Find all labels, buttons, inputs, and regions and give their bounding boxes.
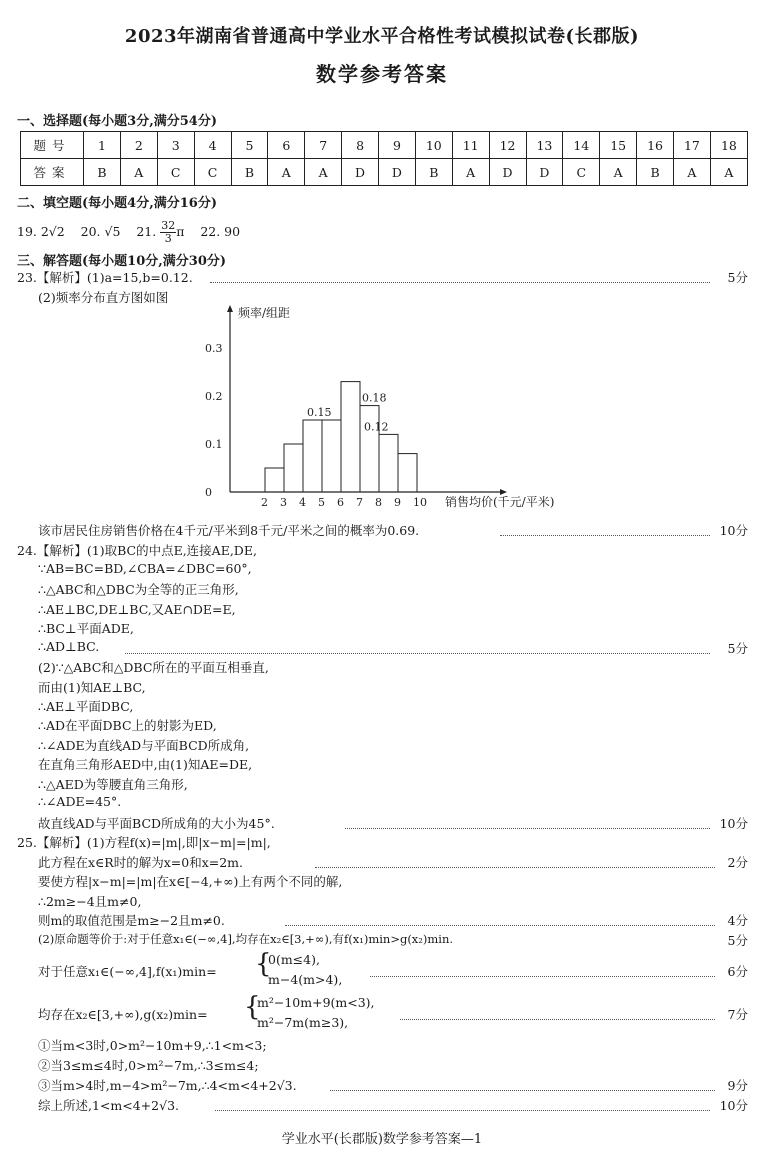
x-tick-label: 6 [337, 496, 344, 509]
q-number: 9 [379, 132, 416, 159]
answer-cell: B [637, 159, 674, 186]
q24-line: ∴△ABC和△DBC为全等的正三角形, [38, 582, 239, 597]
answer-cell: A [120, 159, 157, 186]
answer-cell: B [231, 159, 268, 186]
q24-line: ∵AB=BC=BD,∠CBA=∠DBC=60°, [38, 561, 252, 576]
fill-in-answers [17, 220, 240, 245]
answer-cell: C [157, 159, 194, 186]
dot-leader [215, 1110, 710, 1111]
score-q25-6: 9分 [727, 1078, 748, 1093]
q24-line: ∴△AED为等腰直角三角形, [38, 777, 188, 792]
brace-icon: { [244, 992, 261, 1022]
answer-22: 22. 90 [200, 224, 241, 239]
q24-line: 故直线AD与平面BCD所成角的大小为45°. [38, 816, 275, 831]
q25-piecewise-g-1: m²−10m+9(m<3), [257, 995, 375, 1010]
answer-19: 19. 2√2 [17, 224, 65, 239]
histogram-bar [379, 434, 398, 492]
y-axis-arrow-icon [227, 305, 233, 312]
q25-line-5: 则m的取值范围是m≥−2且m≠0. [38, 913, 225, 928]
dot-leader [210, 282, 710, 283]
answer-cell: D [526, 159, 563, 186]
answer-cell: B [415, 159, 452, 186]
q24-line: (2)∵△ABC和△DBC所在的平面互相垂直, [38, 660, 269, 675]
x-tick-label: 9 [394, 496, 401, 509]
histogram-bar [322, 420, 341, 492]
answer-row [21, 159, 748, 186]
score-q24-1: 5分 [727, 641, 748, 656]
q25-line-12: 综上所述,1<m<4+2√3. [38, 1098, 179, 1113]
score-q23-3: 10分 [719, 523, 748, 538]
q24-line: 在直角三角形AED中,由(1)知AE=DE, [38, 757, 253, 772]
q25-piecewise-g-2: m²−7m(m≥3), [257, 1015, 349, 1030]
q23-line-2: (2)频率分布直方图如图 [38, 290, 169, 305]
histogram-bar [265, 468, 284, 492]
x-tick-label: 10 [413, 496, 427, 509]
score-q25-5: 7分 [727, 1007, 748, 1022]
q25-line-4: ∴2m≥−4且m≠0, [38, 894, 142, 909]
q24-line: ∴BC⊥平面ADE, [38, 621, 134, 636]
q-number: 14 [563, 132, 600, 159]
data-label: 0.12 [364, 420, 389, 434]
q-number: 16 [637, 132, 674, 159]
score-q25-3: 5分 [727, 933, 748, 948]
q24-line: ∴∠ADE=45°. [38, 794, 122, 809]
answer-cell: A [268, 159, 305, 186]
q-number: 6 [268, 132, 305, 159]
q-number: 18 [710, 132, 747, 159]
q24-line: ∴∠ADE为直线AD与平面BCD所成角, [38, 738, 250, 753]
score-q25-7: 10分 [719, 1098, 748, 1113]
y-tick-label: 0.1 [205, 438, 223, 451]
score-q25-4: 6分 [727, 964, 748, 979]
y-tick-label: 0.2 [205, 390, 223, 403]
q25-line-11: ③当m>4时,m−4>m²−7m,∴4<m<4+2√3. [38, 1078, 297, 1093]
q24-line: 24.【解析】(1)取BC的中点E,连接AE,DE, [17, 543, 257, 558]
row-label-question: 题号 [21, 132, 84, 159]
dot-leader [315, 867, 715, 868]
answer-cell: D [379, 159, 416, 186]
score-q25-1: 2分 [727, 855, 748, 870]
answer-21-fraction [160, 220, 176, 245]
answer-21-suffix: π [176, 224, 185, 239]
answer-cell: C [194, 159, 231, 186]
score-q23-1: 5分 [727, 270, 748, 285]
q25-line-8: 均存在x₂∈[3,+∞),g(x₂)min= [38, 1007, 208, 1022]
q25-piecewise-f-1: 0(m≤4), [268, 952, 320, 967]
x-tick-label: 3 [280, 496, 287, 509]
q-number: 1 [84, 132, 121, 159]
section1-heading: 一、选择题(每小题3分,满分54分) [17, 114, 217, 129]
score-q24-2: 10分 [719, 816, 748, 831]
q-number: 3 [157, 132, 194, 159]
q23-line-3: 该市居民住房销售价格在4千元/平米到8千元/平米之间的概率为0.69. [38, 523, 420, 538]
data-label: 0.15 [307, 406, 332, 419]
answer-20: 20. √5 [80, 224, 121, 239]
frequency-histogram [195, 300, 615, 520]
histogram-bar [303, 420, 322, 492]
brace-icon: { [255, 949, 272, 979]
data-label: 0.18 [362, 391, 387, 405]
dot-leader [125, 653, 710, 654]
q25-piecewise-f-2: m−4(m>4), [268, 972, 343, 987]
page-footer: 学业水平(长郡版)数学参考答案—1 [281, 1132, 483, 1147]
q-number: 15 [600, 132, 637, 159]
q-number: 12 [489, 132, 526, 159]
q25-line-1: 25.【解析】(1)方程f(x)=|m|,即|x−m|=|m|, [17, 835, 271, 850]
y-tick-label: 0.3 [205, 342, 223, 355]
page-title: 2023年湖南省普通高中学业水平合格性考试模拟试卷(长郡版) [124, 26, 640, 47]
section3-heading: 三、解答题(每小题10分,满分30分) [17, 254, 227, 269]
section2-heading: 二、填空题(每小题4分,满分16分) [17, 196, 217, 211]
q-number: 2 [120, 132, 157, 159]
x-tick-label: 4 [299, 496, 306, 509]
dot-leader [345, 828, 710, 829]
q-number: 11 [452, 132, 489, 159]
dot-leader [285, 925, 715, 926]
answer-cell: A [452, 159, 489, 186]
q25-line-10: ②当3≤m≤4时,0>m²−7m,∴3≤m≤4; [38, 1058, 259, 1073]
question-number-row [21, 132, 748, 159]
answer-cell: A [600, 159, 637, 186]
q24-line: ∴AD在平面DBC上的射影为ED, [38, 718, 217, 733]
answer-table [20, 131, 748, 186]
answer-cell: B [84, 159, 121, 186]
answer-cell: A [305, 159, 342, 186]
histogram-bar [398, 454, 417, 492]
dot-leader [400, 1019, 715, 1020]
row-label-answer: 答案 [21, 159, 84, 186]
q25-line-6: (2)原命题等价于:对于任意x₁∈(−∞,4],均存在x₂∈[3,+∞),有f(x₁)min>g(x₂)min. [38, 932, 454, 946]
answer-21-prefix: 21. [136, 224, 157, 239]
page-subtitle: 数学参考答案 [316, 62, 448, 86]
y-axis-label: 频率/组距 [238, 306, 291, 320]
dot-leader [500, 535, 710, 536]
q25-line-9: ①当m<3时,0>m²−10m+9,∴1<m<3; [38, 1038, 267, 1053]
q24-line: ∴AE⊥BC,DE⊥BC,又AE∩DE=E, [38, 602, 236, 617]
y-tick-label: 0 [205, 486, 212, 499]
q-number: 4 [194, 132, 231, 159]
x-tick-label: 8 [375, 496, 382, 509]
q25-line-3: 要使方程|x−m|=|m|在x∈[−4,+∞)上有两个不同的解, [38, 874, 343, 889]
x-tick-label: 2 [261, 496, 268, 509]
q-number: 5 [231, 132, 268, 159]
q24-line: ∴AD⊥BC. [38, 639, 100, 654]
dot-leader [370, 976, 715, 977]
histogram-bar [360, 406, 379, 492]
x-tick-label: 5 [318, 496, 325, 509]
q-number: 8 [342, 132, 379, 159]
q24-line: ∴AE⊥平面DBC, [38, 699, 134, 714]
q-number: 17 [674, 132, 711, 159]
answer-cell: A [674, 159, 711, 186]
q23-line-1: 23.【解析】(1)a=15,b=0.12. [17, 270, 193, 285]
dot-leader [330, 1090, 715, 1091]
x-axis-label: 销售均价(千元/平米) [445, 495, 555, 509]
answer-cell: C [563, 159, 600, 186]
answer-cell: D [489, 159, 526, 186]
q-number: 7 [305, 132, 342, 159]
answer-cell: D [342, 159, 379, 186]
fraction-denominator: 3 [164, 232, 172, 245]
q25-line-2: 此方程在x∈R时的解为x=0和x=2m. [38, 855, 243, 870]
q24-line: 而由(1)知AE⊥BC, [38, 680, 146, 695]
q25-line-7: 对于任意x₁∈(−∞,4],f(x₁)min= [38, 964, 217, 979]
q-number: 13 [526, 132, 563, 159]
answer-cell: A [710, 159, 747, 186]
histogram-bar [284, 444, 303, 492]
fraction-numerator: 32 [161, 219, 176, 232]
histogram-bar [341, 382, 360, 492]
q-number: 10 [415, 132, 452, 159]
score-q25-2: 4分 [727, 913, 748, 928]
x-tick-label: 7 [356, 496, 363, 509]
